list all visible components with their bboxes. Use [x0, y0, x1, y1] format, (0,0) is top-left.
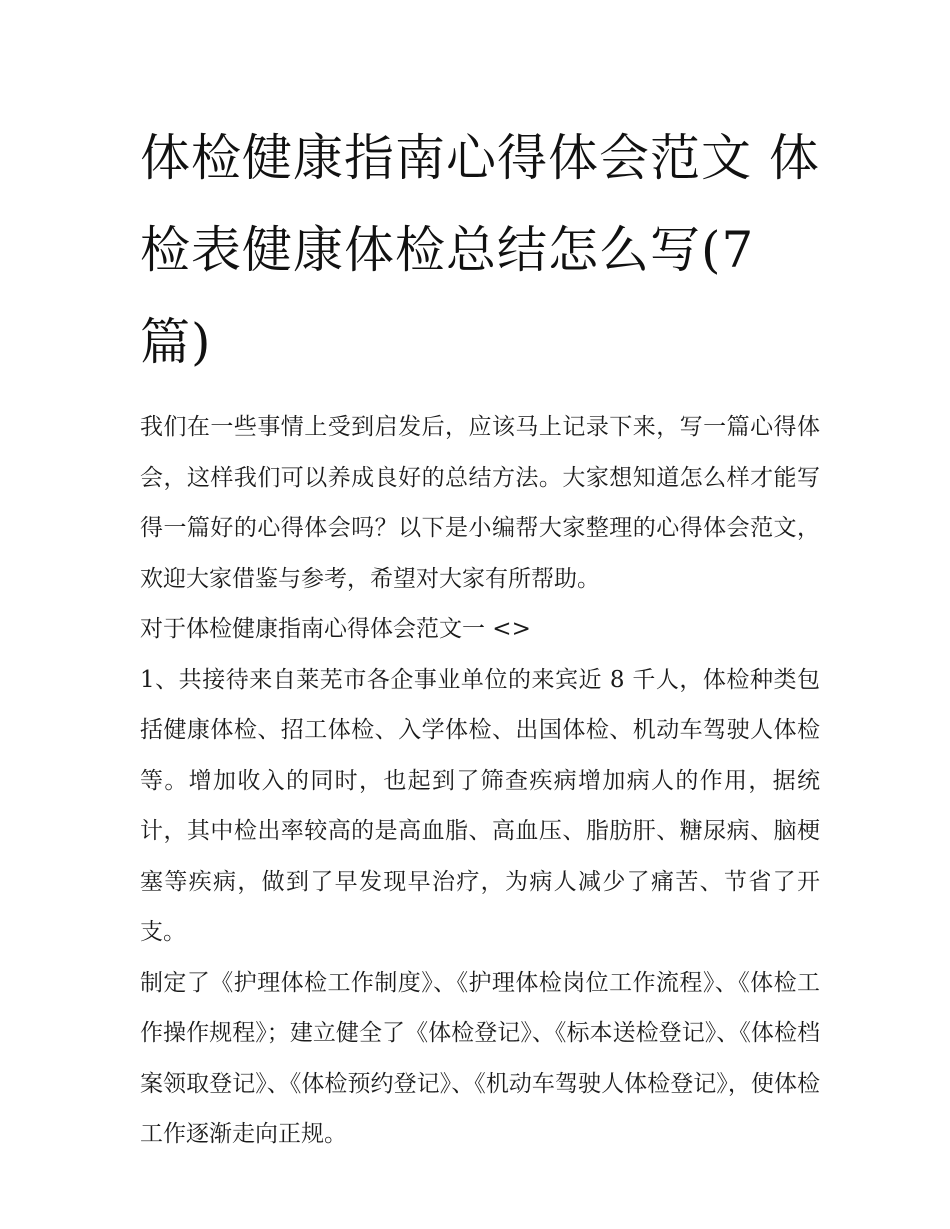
- body-paragraph: 制定了《护理体检工作制度》、《护理体检岗位工作流程》、《体检工作操作规程》；建立健全了《体检登记》、《标本送检登记》、《体检档案领取登记》、《体检预约登记》、《机动车驾驶人体检登记》，使体检工作逐渐走向正规。: [140, 969, 820, 1147]
- intro-paragraph: 我们在一些事情上受到启发后，应该马上记录下来，写一篇心得体会，这样我们可以养成良好的总结方法。大家想知道怎么样才能写得一篇好的心得体会吗？以下是小编帮大家整理的心得体会范文，欢迎大家借鉴与参考，希望对大家有所帮助。: [140, 414, 820, 592]
- document-page: [140, 112, 820, 1160]
- body-paragraph: 1、共接待来自莱芜市各企事业单位的来宾近 8 千人，体检种类包括健康体检、招工体检、入学体检、出国体检、机动车驾驶人体检等。增加收入的同时，也起到了筛查疾病增加病人的作用，据统计，其中检出率较高的是高血脂、高血压、脂肪肝、糖尿病、脑梗塞等疾病，做到了早发现早治疗，为病人减少了痛苦、节省了开支。: [140, 666, 820, 945]
- section-heading: 对于体检健康指南心得体会范文一 <>: [140, 616, 531, 642]
- document-title: 体检健康指南心得体会范文 体检表健康体检总结怎么写(7篇): [140, 129, 820, 371]
- document-body: [140, 402, 820, 1160]
